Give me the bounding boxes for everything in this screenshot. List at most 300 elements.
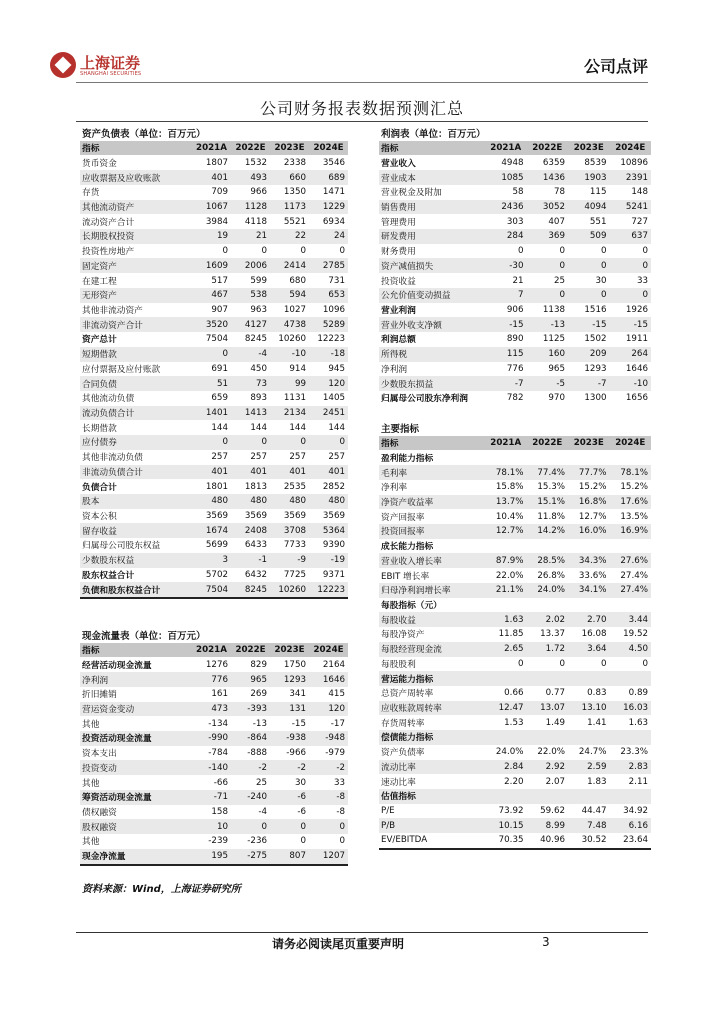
cell-value: 6.16 [610,818,652,833]
cell-value: 450 [250,363,267,374]
cell-value: 1502 [584,334,607,345]
cell-value: -17 [330,718,345,729]
row-label: 估值指标 [379,789,485,804]
table-row [379,553,651,568]
table-row [379,288,651,303]
cell-value: 26.8% [537,570,565,581]
row-label: 合同负债 [80,376,192,391]
column-header: 2021A [192,643,231,658]
cell-value: 16.08 [581,629,607,640]
cell-value: 415 [328,689,345,700]
column-header: 2024E [309,141,348,156]
table-row [80,790,348,805]
cell-value: 0 [300,836,306,847]
source-note: 资料来源：Wind，上海证券研究所 [82,884,241,895]
cell-value: 1646 [309,672,348,687]
cell-value: 15.3% [537,482,565,493]
cell-value: 73.92 [498,806,524,817]
cell-value: 0 [192,435,231,450]
cell-value [568,730,610,745]
cell-value: -239 [208,836,228,847]
row-label: 营业成本 [379,170,485,185]
table-row [379,598,651,613]
row-label: 财务费用 [381,247,416,258]
cell-value: -240 [231,790,270,805]
cell-value: 1128 [231,200,270,215]
cell-value: 2.02 [527,612,569,627]
cell-value: 257 [250,452,267,463]
table-row [80,244,348,259]
table-row [80,702,348,717]
cell-value [568,598,610,613]
cell-value: 1807 [205,157,228,168]
table-row [80,288,348,303]
table-row [379,273,651,288]
table-row [379,583,651,598]
row-label: 公允价值变动损益 [379,288,485,303]
row-label: P/E [381,806,395,817]
column-header: 指标 [379,141,485,156]
column-header: 指标 [379,436,485,451]
table-title-row [80,126,348,141]
cell-value: -10 [610,376,652,391]
cell-value: 30.52 [581,835,607,846]
cell-value: 1207 [309,849,348,864]
table-row [80,509,348,524]
row-label: 资产回报率 [381,512,425,523]
logo-text-cn: 上海证券 [80,54,141,72]
cell-value [610,598,652,613]
table-row [80,155,348,170]
cell-value: 7.48 [568,818,610,833]
cell-value: 148 [631,187,648,198]
cell-value: 807 [270,849,309,864]
cell-value: -864 [231,731,270,746]
cell-value: 1027 [283,304,306,315]
row-label: 折旧摊销 [82,690,117,701]
row-label: 营业收入增长率 [379,553,485,568]
cell-value: 3546 [322,157,345,168]
cell-value: 257 [211,452,228,463]
cell-value: 2.92 [527,760,569,775]
cell-value: 1.41 [587,717,607,728]
cell-value: 407 [548,216,565,227]
cell-value: 120 [309,702,348,717]
cell-value: 59.62 [540,806,565,817]
cell-value: 3984 [205,216,228,227]
table-row [379,155,651,170]
cell-value [610,671,652,686]
row-label: 营业税金及附加 [381,188,442,199]
row-label: 管理费用 [381,217,416,228]
cell-value: 77.4% [527,465,569,480]
cell-value: 0 [309,435,348,450]
cell-value: 637 [610,229,652,244]
cell-value: 19.52 [623,629,648,640]
table-row [379,760,651,775]
row-label: 净利润 [381,364,408,375]
cell-value: -15 [291,718,306,729]
cell-value: 538 [231,288,270,303]
cell-value: -18 [309,347,348,362]
footer-divider [76,932,648,933]
cell-value: 1436 [527,170,569,185]
cell-value: 1813 [244,481,267,492]
cell-value: 73 [231,376,270,391]
table-header-row [379,141,651,156]
cell-value: -10 [270,347,309,362]
row-label: EV/EBITDA [381,835,428,846]
table-row [80,450,348,465]
table-row [379,774,651,789]
cell-value: 509 [568,229,610,244]
cell-value: 1405 [322,393,345,404]
column-header: 指标 [80,141,192,156]
logo-icon [50,52,76,78]
cell-value: -948 [309,731,348,746]
cell-value: -19 [309,553,348,568]
table-row [80,672,348,687]
cell-value: 2006 [231,258,270,273]
table-row [80,494,348,509]
column-header: 2024E [309,643,348,658]
cell-value: 4.50 [610,642,652,657]
cell-value: 8539 [584,157,607,168]
cell-value: 22 [270,229,309,244]
cell-value: 4948 [501,157,524,168]
cell-value: 24.7% [578,747,607,758]
cell-value: 517 [211,275,228,286]
table-row [80,376,348,391]
cell-value: 24.0% [527,583,569,598]
table-row [379,789,651,804]
table-row [80,731,348,746]
cell-value: 11.85 [498,629,524,640]
table-row [80,805,348,820]
cell-value: 341 [289,689,306,700]
cell-value: 0 [642,246,648,257]
cell-value: 0 [270,819,309,834]
cell-value: 0 [610,258,652,273]
cell-value: 51 [192,376,231,391]
cell-value: 731 [328,275,345,286]
row-label: 存货周转率 [381,718,425,729]
cell-value: 691 [211,363,228,374]
cell-value: 480 [309,494,348,509]
table-row [80,553,348,568]
cell-value: 28.5% [527,553,569,568]
cell-value: 2.84 [485,760,527,775]
cell-value: 78.1% [485,465,527,480]
cell-value: 2408 [231,523,270,538]
row-label: 其他非流动负债 [82,453,143,464]
cell-value: 6433 [244,540,267,551]
table-row [379,686,651,701]
cell-value: 0.77 [545,688,565,699]
row-label: 成长能力指标 [381,542,434,553]
cell-value: -938 [270,731,309,746]
table-row [379,524,651,539]
cell-value: 1276 [205,659,228,670]
cell-value: 2.65 [485,642,527,657]
cell-value: 0 [642,658,648,669]
title-divider [76,121,648,122]
cell-value: 158 [211,806,228,817]
row-label: 投资变动 [80,760,192,775]
row-label: 归母净利润增长率 [379,583,485,598]
row-label: 每股经营现金流 [379,642,485,657]
cell-value: 0 [559,658,565,669]
cell-value: 467 [192,288,231,303]
cell-value: 0 [527,288,569,303]
cell-value: 77.7% [568,465,610,480]
cell-value: 1401 [192,406,231,421]
row-label: 资本支出 [82,749,117,760]
balance-sheet-table [80,126,348,599]
cell-value: 22.0% [495,570,524,581]
cell-value: 5241 [610,200,652,215]
cell-value: 8.99 [527,818,569,833]
table-header-row [379,436,651,451]
cell-value: -6 [297,806,306,817]
cell-value: 0 [309,819,348,834]
row-label: 所得税 [379,347,485,362]
cell-value: 1532 [244,157,267,168]
cell-value: -979 [325,748,345,759]
cell-value [610,450,652,465]
table-row [379,539,651,554]
row-label: 流动资产合计 [82,217,135,228]
table-title: 主要指标 [381,424,420,436]
table-row [80,332,348,347]
cell-value [610,789,652,804]
cell-value: 653 [309,288,348,303]
cell-value: 14.2% [527,524,569,539]
cell-value: 0 [270,435,309,450]
cell-value: 25 [553,275,565,286]
row-label: 经营活动现金流量 [82,660,152,671]
cell-value: 906 [506,304,524,315]
cell-value [527,539,569,554]
table-row [80,214,348,229]
cell-value: 6934 [322,216,345,227]
cell-value: 0.89 [628,688,648,699]
row-label: 固定资产 [80,258,192,273]
column-header: 2024E [610,436,652,451]
column-header: 指标 [80,643,192,658]
cell-value: 25 [255,777,267,788]
cell-value: 782 [506,393,524,404]
cell-value: 19 [192,229,231,244]
cell-value: 6359 [542,157,565,168]
cell-value: 1646 [625,363,648,374]
table-row [379,362,651,377]
row-label: 盈利能力指标 [381,453,434,464]
cell-value [527,789,569,804]
table-row [80,391,348,406]
cell-value [485,730,527,745]
cell-value: 5702 [205,569,228,580]
cell-value: 4118 [244,216,267,227]
cell-value: 23.3% [620,747,648,758]
table-row [379,185,651,200]
key-ratios-table [379,421,651,850]
cell-value: 1471 [322,187,345,198]
row-label: 其他 [82,719,100,730]
cell-value: 30 [294,777,306,788]
cell-value: 1.63 [628,717,648,728]
cell-value: -13 [527,317,569,332]
table-row [80,716,348,731]
row-label: 现金净流量 [80,849,192,864]
cell-value: -888 [247,748,267,759]
cell-value: 195 [192,849,231,864]
row-label: 毛利率 [379,465,485,480]
row-label: 净利率 [381,483,408,494]
table-row [80,185,348,200]
cell-value: 0 [568,258,610,273]
row-label: 每股净资产 [381,630,425,641]
cell-value: 480 [231,494,270,509]
cell-value: 303 [506,216,524,227]
cell-value: 2414 [270,258,309,273]
cell-value: 257 [328,452,345,463]
cell-value: 3520 [192,317,231,332]
cell-value: 963 [250,304,267,315]
table-row [80,834,348,849]
report-type: 公司点评 [583,57,648,76]
row-label: 短期借款 [80,347,192,362]
cell-value: -5 [527,376,569,391]
row-label: 营运能力指标 [379,671,485,686]
row-label: 每股股利 [381,659,416,670]
cell-value: 27.4% [610,583,652,598]
cell-value: 0 [610,288,652,303]
cell-value: -15 [610,317,652,332]
row-label: 投资收益 [381,276,416,287]
row-label: 无形资产 [80,288,192,303]
cell-value: 893 [250,393,267,404]
row-label: 归属母公司股东净利润 [381,394,468,405]
cell-value: 1293 [270,672,309,687]
table-row [379,200,651,215]
row-label: 存货 [82,188,100,199]
cell-value: 965 [548,363,565,374]
page-header [0,0,724,84]
table-row [379,258,651,273]
cell-value: 11.8% [537,511,565,522]
cell-value: 3052 [527,200,569,215]
cell-value: 1609 [192,258,231,273]
cell-value: 10.4% [495,511,524,522]
cell-value: 0 [231,435,270,450]
cell-value [485,671,527,686]
cell-value: 551 [589,216,607,227]
cell-value: 12.7% [485,524,527,539]
row-label: 应付债券 [80,435,192,450]
row-label: 其他 [82,778,100,789]
row-label: 净资产收益率 [379,495,485,510]
table-row [80,479,348,494]
column-header: 2021A [485,141,527,156]
cell-value: 12.47 [485,701,527,716]
row-label: 流动比率 [379,760,485,775]
row-label: 其他非流动资产 [82,305,143,316]
cell-value: 965 [231,672,270,687]
table-title-row [379,126,651,141]
cell-value: 16.0% [568,524,610,539]
cell-value: 21.1% [485,583,527,598]
table-row [80,317,348,332]
cell-value: 0 [559,246,565,257]
cell-value: -966 [286,748,306,759]
cell-value: -66 [213,777,228,788]
cell-value: 776 [192,672,231,687]
cell-value: 1131 [283,393,306,404]
row-label: 非流动资产合计 [80,317,192,332]
row-label: 利润总额 [381,335,416,346]
cell-value: 34.1% [568,583,610,598]
cell-value: 144 [250,422,267,433]
cell-value: 0 [517,658,524,669]
column-header: 2022E [231,141,270,156]
cell-value: 0 [600,246,607,257]
row-label: 净利润 [80,672,192,687]
cell-value [568,671,610,686]
cell-value: 1674 [192,523,231,538]
cell-value: -8 [309,790,348,805]
cell-value: 0 [222,246,228,257]
table-row [379,465,651,480]
cell-value: 7 [485,288,527,303]
cell-value: 2134 [270,406,309,421]
cell-value: 401 [309,465,348,480]
cell-value: 2852 [322,481,345,492]
table-row [379,627,651,642]
cell-value: 15.1% [527,495,569,510]
cell-value: 5289 [309,317,348,332]
table-row [80,657,348,672]
cell-value: 2.83 [610,760,652,775]
cell-value: 2.59 [568,760,610,775]
cell-value: 161 [211,689,228,700]
cell-value: 22.0% [537,747,565,758]
cell-value: 829 [250,659,267,670]
cell-value: 44.47 [581,806,607,817]
cell-value [610,539,652,554]
cell-value: -15 [568,317,610,332]
cell-value: -6 [270,790,309,805]
page-number: 3 [542,935,550,949]
cell-value: 16.03 [610,701,652,716]
cell-value: 24 [309,229,348,244]
cell-value: -2 [309,760,348,775]
cell-value: 1801 [205,481,228,492]
table-title: 现金流量表（单位：百万元） [82,631,206,643]
cell-value: 1656 [625,393,648,404]
row-label: 股东权益合计 [82,570,135,581]
column-header: 2021A [192,141,231,156]
cell-value [485,539,527,554]
cell-value [485,789,527,804]
cell-value: 907 [211,304,228,315]
column-header: 2022E [527,436,569,451]
cell-value: 12223 [317,334,345,345]
cell-value: 33 [636,275,648,286]
cell-value: 7504 [192,582,231,597]
cell-value: 727 [631,216,648,227]
table-row [80,849,348,864]
